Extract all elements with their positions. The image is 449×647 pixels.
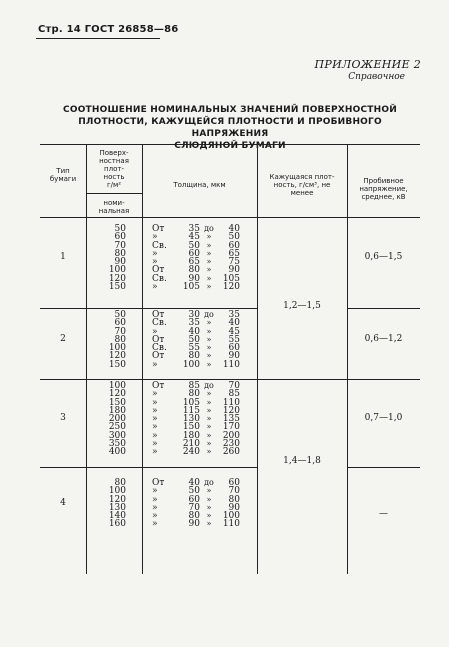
thickness-a: 55 <box>188 343 200 354</box>
thickness-row <box>152 448 252 456</box>
thickness-pre: » <box>152 502 158 513</box>
thickness-b: 60 <box>228 343 240 354</box>
density-value: 120 <box>108 351 126 362</box>
column-divider <box>142 145 143 574</box>
header-breakdown-voltage <box>347 177 420 201</box>
thickness-do: до <box>204 310 214 319</box>
appendix-note: Справочное <box>348 72 405 82</box>
thickness-a: 90 <box>188 273 200 284</box>
thickness-a: 50 <box>188 486 200 497</box>
header-text: ность, г/см³, не <box>273 181 331 189</box>
thickness-b: 70 <box>228 486 240 497</box>
thickness-do: » <box>206 265 212 275</box>
thickness-a: 105 <box>182 397 200 408</box>
thickness-list <box>152 479 252 529</box>
thickness-pre: » <box>152 326 158 337</box>
header-type <box>40 167 86 183</box>
thickness-b: 50 <box>228 232 240 243</box>
density-list <box>86 311 142 369</box>
paper-type: 2 <box>60 334 66 345</box>
thickness-pre: От <box>152 478 165 488</box>
thickness-pre: » <box>152 248 158 259</box>
thickness-pre: » <box>152 359 158 370</box>
thickness-pre: » <box>152 282 158 293</box>
density-value: 150 <box>108 397 126 408</box>
density-value: 150 <box>108 282 126 293</box>
thickness-b: 60 <box>228 240 240 251</box>
thickness-do: » <box>206 343 212 353</box>
thickness-do: » <box>206 422 212 432</box>
thickness-do: » <box>206 430 212 440</box>
thickness-do: » <box>206 494 212 504</box>
thickness-pre: Св. <box>152 318 167 329</box>
thickness-do: » <box>206 414 212 424</box>
section-divider <box>347 467 420 468</box>
thickness-pre: » <box>152 397 158 408</box>
thickness-do: » <box>206 318 212 328</box>
thickness-pre: » <box>152 422 158 433</box>
density-value: 120 <box>108 273 126 284</box>
header-density <box>86 149 142 189</box>
density-value: 140 <box>108 511 126 522</box>
density-value: 100 <box>108 381 126 391</box>
thickness-do: » <box>206 502 212 512</box>
thickness-do: » <box>206 397 212 407</box>
header-subdivider <box>86 193 142 194</box>
header-text: г/м² <box>106 181 122 189</box>
density-value: 130 <box>108 502 126 513</box>
density-value: 50 <box>114 310 126 320</box>
data-table <box>40 144 420 574</box>
thickness-do: » <box>206 511 212 521</box>
thickness-pre: » <box>152 405 158 416</box>
thickness-do: до <box>204 478 214 487</box>
thickness-b: 200 <box>222 430 240 441</box>
thickness-row <box>152 283 252 291</box>
thickness-pre: От <box>152 334 165 345</box>
density-value: 400 <box>108 447 126 458</box>
thickness-pre: » <box>152 389 158 400</box>
thickness-b: 120 <box>222 282 240 293</box>
thickness-b: 260 <box>222 447 240 458</box>
header-rule <box>36 38 160 39</box>
thickness-b: 70 <box>228 381 240 391</box>
thickness-a: 80 <box>188 389 200 400</box>
density-value: 80 <box>114 334 126 345</box>
density-value: 100 <box>108 343 126 354</box>
thickness-pre: » <box>152 486 158 497</box>
thickness-b: 65 <box>228 248 240 259</box>
appendix-title: ПРИЛОЖЕНИЕ 2 <box>314 58 421 71</box>
thickness-a: 45 <box>188 232 200 243</box>
apparent-density: 1,4—1,8 <box>283 456 321 466</box>
thickness-a: 85 <box>188 381 200 391</box>
thickness-row <box>152 520 252 528</box>
thickness-a: 35 <box>188 224 200 234</box>
header-bottom-rule <box>40 217 420 218</box>
thickness-pre: » <box>152 439 158 450</box>
breakdown-voltage: 0,7—1,0 <box>364 413 403 424</box>
thickness-do: » <box>206 486 212 496</box>
density-value: 120 <box>108 389 126 400</box>
breakdown-voltage: 0,6—1,2 <box>364 334 403 345</box>
thickness-b: 110 <box>222 519 240 530</box>
thickness-b: 110 <box>222 397 240 408</box>
breakdown-voltage: 0,6—1,5 <box>364 252 403 263</box>
density-list <box>86 225 142 291</box>
density-value: 160 <box>108 519 126 530</box>
thickness-b: 100 <box>222 511 240 522</box>
thickness-pre: » <box>152 494 158 505</box>
thickness-b: 35 <box>228 310 240 320</box>
thickness-a: 60 <box>188 248 200 259</box>
thickness-pre: » <box>152 519 158 530</box>
thickness-b: 170 <box>222 422 240 433</box>
thickness-b: 230 <box>222 439 240 450</box>
thickness-b: 90 <box>228 502 240 513</box>
thickness-do: » <box>206 439 212 449</box>
header-text: среднее, кВ <box>361 193 406 201</box>
density-value: 100 <box>108 486 126 497</box>
title-line: СЛЮДЯНОЙ БУМАГИ <box>174 141 286 151</box>
thickness-a: 60 <box>188 494 200 505</box>
section-divider <box>40 467 257 468</box>
thickness-a: 50 <box>188 240 200 251</box>
density-list <box>86 479 142 529</box>
page-header: Стр. 14 ГОСТ 26858—86 <box>38 24 179 35</box>
thickness-list <box>152 311 252 369</box>
thickness-a: 35 <box>188 318 200 329</box>
thickness-do: » <box>206 405 212 415</box>
thickness-a: 115 <box>182 405 200 416</box>
density-value: 80 <box>114 478 126 488</box>
thickness-do: » <box>206 447 212 457</box>
column-divider <box>257 145 258 574</box>
title-line: СООТНОШЕНИЕ НОМИНАЛЬНЫХ ЗНАЧЕНИЙ ПОВЕРХНОСТНОЙ <box>63 105 397 115</box>
thickness-a: 180 <box>182 430 200 441</box>
density-value: 80 <box>114 248 126 259</box>
thickness-b: 45 <box>228 326 240 337</box>
header-text: бумаги <box>49 175 77 183</box>
density-value: 250 <box>108 422 126 433</box>
header-apparent-density <box>257 173 347 197</box>
thickness-pre: От <box>152 310 165 320</box>
thickness-b: 110 <box>222 359 240 370</box>
density-value: 70 <box>114 326 126 337</box>
section-divider <box>40 379 420 380</box>
density-value: 100 <box>108 265 126 276</box>
breakdown-voltage: — <box>379 509 388 519</box>
thickness-b: 80 <box>228 494 240 505</box>
density-list <box>86 382 142 457</box>
thickness-a: 40 <box>188 478 200 488</box>
thickness-a: 150 <box>182 422 200 433</box>
thickness-pre: От <box>152 351 165 362</box>
header-density-nominal <box>86 199 142 215</box>
density-value: 60 <box>114 232 126 243</box>
thickness-do: до <box>204 381 214 390</box>
density-value: 350 <box>108 439 126 450</box>
thickness-a: 40 <box>188 326 200 337</box>
density-value: 150 <box>108 359 126 370</box>
thickness-list <box>152 382 252 457</box>
thickness-a: 105 <box>182 282 200 293</box>
thickness-a: 90 <box>188 519 200 530</box>
thickness-do: » <box>206 273 212 283</box>
header-text: Кажущаяся плот- <box>269 173 335 181</box>
thickness-b: 105 <box>222 273 240 284</box>
thickness-do: » <box>206 519 212 529</box>
header-text: напряжение, <box>359 185 408 193</box>
thickness-do: » <box>206 351 212 361</box>
thickness-row <box>152 361 252 369</box>
thickness-a: 65 <box>188 257 200 268</box>
header-text: ность <box>103 173 125 181</box>
thickness-pre: » <box>152 511 158 522</box>
thickness-do: » <box>206 232 212 242</box>
thickness-pre: » <box>152 257 158 268</box>
thickness-pre: » <box>152 232 158 243</box>
header-text: Поверх- <box>99 149 129 157</box>
thickness-b: 75 <box>228 257 240 268</box>
thickness-pre: Св. <box>152 273 167 284</box>
thickness-b: 120 <box>222 405 240 416</box>
title-line: ПЛОТНОСТИ, КАЖУЩЕЙСЯ ПЛОТНОСТИ И ПРОБИВНОГО НАПРЯЖЕНИЯ <box>78 117 382 139</box>
density-value: 300 <box>108 430 126 441</box>
thickness-b: 40 <box>228 318 240 329</box>
thickness-b: 90 <box>228 265 240 276</box>
thickness-do: » <box>206 257 212 267</box>
section-divider <box>40 308 257 309</box>
thickness-pre: От <box>152 265 165 276</box>
density-value: 70 <box>114 240 126 251</box>
density-value: 50 <box>114 224 126 234</box>
thickness-pre: Св. <box>152 343 167 354</box>
thickness-a: 210 <box>182 439 200 450</box>
thickness-a: 240 <box>182 447 200 458</box>
density-value: 120 <box>108 494 126 505</box>
header-text: ностная <box>99 157 129 165</box>
thickness-a: 80 <box>188 511 200 522</box>
header-text: Пробивное <box>363 177 404 185</box>
thickness-pre: От <box>152 381 165 391</box>
thickness-do: » <box>206 282 212 292</box>
thickness-a: 130 <box>182 414 200 425</box>
thickness-b: 55 <box>228 334 240 345</box>
thickness-do: » <box>206 389 212 399</box>
thickness-pre: Св. <box>152 240 167 251</box>
thickness-do: до <box>204 224 214 233</box>
density-value: 200 <box>108 414 126 425</box>
thickness-b: 135 <box>222 414 240 425</box>
paper-type: 1 <box>60 252 66 263</box>
section-divider <box>347 308 420 309</box>
thickness-a: 30 <box>188 310 200 320</box>
header-text: Тип <box>56 167 70 175</box>
density-value: 90 <box>114 257 126 268</box>
apparent-density: 1,2—1,5 <box>283 301 321 311</box>
header-text: менее <box>290 189 314 197</box>
header-text: нальная <box>98 207 130 215</box>
thickness-pre: » <box>152 430 158 441</box>
thickness-a: 100 <box>182 359 200 370</box>
header-text: плот- <box>104 165 124 173</box>
thickness-pre: » <box>152 447 158 458</box>
paper-type: 3 <box>60 413 66 424</box>
thickness-a: 70 <box>188 502 200 513</box>
thickness-b: 90 <box>228 351 240 362</box>
header-text: номи- <box>103 199 125 207</box>
thickness-b: 60 <box>228 478 240 488</box>
thickness-a: 80 <box>188 351 200 362</box>
thickness-a: 50 <box>188 334 200 345</box>
paper-type: 4 <box>60 497 66 508</box>
thickness-do: » <box>206 326 212 336</box>
thickness-pre: От <box>152 224 165 234</box>
density-value: 60 <box>114 318 126 329</box>
thickness-do: » <box>206 248 212 258</box>
thickness-pre: » <box>152 414 158 425</box>
thickness-b: 85 <box>228 389 240 400</box>
thickness-do: » <box>206 359 212 369</box>
thickness-b: 40 <box>228 224 240 234</box>
header-thickness: Толщина, мкм <box>173 181 226 189</box>
density-value: 180 <box>108 405 126 416</box>
thickness-do: » <box>206 334 212 344</box>
thickness-do: » <box>206 240 212 250</box>
thickness-a: 80 <box>188 265 200 276</box>
thickness-list <box>152 225 252 291</box>
